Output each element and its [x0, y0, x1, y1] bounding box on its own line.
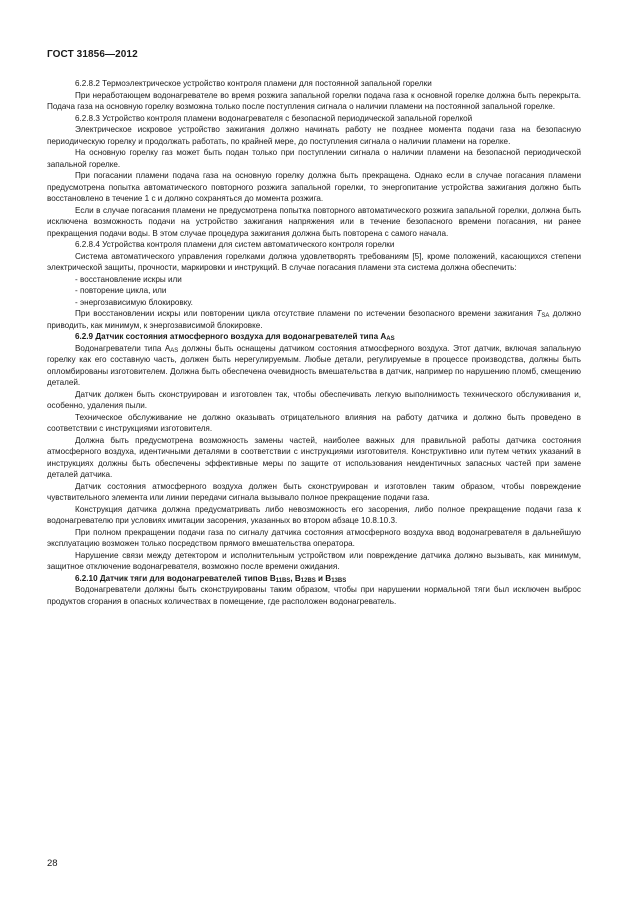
- paragraph: [47, 343, 581, 389]
- paragraph: При погасании пламени подача газа на основную горелку должна быть прекращена. Однако если в случае погасания пламени предусмотрена попытка автоматического повторного розжига запальной горелки, то энергопитание устройства зажигания должно быть восстановлено в течение 1 с и должно сохраняться до момента розжига.: [47, 171, 581, 203]
- paragraph: 6.2.8.3 Устройство контроля пламени водонагревателя с безопасной периодической запальной горелкой: [75, 113, 473, 123]
- list-item: - энергозависимую блокировку.: [75, 297, 193, 307]
- subscript: AS: [170, 347, 179, 354]
- paragraph: Должна быть предусмотрена возможность замены частей, наиболее важных для правильной работы датчика состояния атмосферного воздуха, идентичными деталями в соответствии с инструкциями изготовителя. Конструктивно или путем четких указаний в инструкциях должны быть обеспечены эффективные меры по защите от использования неидентичных запасных частей при замене деталей датчика.: [47, 435, 581, 479]
- heading-text: 6.2.9 Датчик состояния атмосферного воздуха для водонагревателей типа A: [75, 332, 387, 341]
- paragraph: Конструкция датчика должна предусматривать либо невозможность его засорения, либо полное прекращение подачи газа к водонагревателю при условиях имитации засорения, указанных во втором абзаце 10.8.10.3.: [47, 504, 581, 525]
- paragraph: 6.2.8.4 Устройства контроля пламени для систем автоматического контроля горелки: [75, 240, 395, 249]
- paragraph: Электрическое искровое устройство зажигания должно начинать работу не позднее момента подачи газа на безопасную периодическую горелку и продолжать работать, по крайней мере, до поступления сигнала о наличии пламени на горелке.: [47, 125, 581, 146]
- paragraph: Нарушение связи между детектором и исполнительным устройством или повреждение датчика должно вызывать, как минимум, защитное отключение водонагревателя, возможно после времени ожидания.: [47, 550, 581, 571]
- paragraph: Водонагреватели должны быть сконструированы таким образом, чтобы при нарушении нормальной тяги был исключен выброс продуктов сгорания в опасных количествах в помещение, где расположен водонагреватель.: [47, 585, 581, 606]
- subscript: AS: [386, 336, 395, 342]
- page-number: 28: [47, 858, 58, 869]
- paragraph: Датчик должен быть сконструирован и изготовлен так, чтобы обеспечивать легкую выполнимость технического обслуживания и, особенно, удаления пыли.: [47, 389, 581, 410]
- text-run: должны быть оснащены датчиком состояния атмосферного воздуха. Этот датчик, включая запальную горелку как его составную часть, должен быть нерегулируемым. Любые детали, регулируемые в процессе производства, должны быть опломбированы изготовителем. Должна быть обеспечена очевидность вмешательства в датчик, например по нарушению пломб, смещению деталей.: [47, 343, 581, 387]
- section-heading-6-2-10: [47, 573, 581, 585]
- paragraph: При неработающем водонагревателе во время розжига запальной горелки подача газа к основной горелке должна быть перекрыта. Подача газа на основную горелку возможна только после поступления сигнала о наличии пламени на постоянной запальной горелке.: [47, 90, 581, 111]
- paragraph: Датчик состояния атмосферного воздуха должен быть сконструирован и изготовлен таким образом, чтобы повреждение чувствительного элемента или линии передачи сигнала вызывало полное прекращение подачи газа.: [47, 481, 581, 502]
- paragraph: При полном прекращении подачи газа по сигналу датчика состояния атмосферного воздуха ввод водонагревателя в дальнейшую эксплуатацию возможен только посредством прямого вмешательства оператора.: [47, 527, 581, 548]
- text-run: При восстановлении искры или повторении цикла отсутствие пламени по истечении безопасного времени зажигания: [75, 309, 537, 318]
- standard-header: ГОСТ 31856—2012: [47, 49, 138, 60]
- paragraph: 6.2.8.2 Термоэлектрическое устройство контроля пламени для постоянной запальной горелки: [75, 79, 432, 88]
- section-heading-6-2-9: [47, 331, 581, 343]
- variable-symbol: T: [536, 309, 542, 318]
- list-item: - повторение цикла, или: [75, 286, 167, 295]
- list-item: - восстановление искры или: [75, 274, 182, 284]
- paragraph: Система автоматического управления горелками должна удовлетворять требованиям [5], кроме положений, касающихся степени электрической защиты, прочности, маркировки и инструкций. В случае погасания пламени эта система должна обеспечить:: [47, 251, 581, 272]
- paragraph: Техническое обслуживание не должно оказывать отрицательного влияния на работу датчика и должно быть проведено в соответствии с инструкциями изготовителя.: [47, 412, 581, 433]
- subscript: 11BS: [275, 577, 291, 584]
- paragraph: [47, 308, 581, 331]
- heading-text: 6.2.10 Датчик тяги для водонагревателей типов B: [75, 573, 276, 583]
- text-run: Водонагреватели типа A: [75, 343, 171, 353]
- heading-text: , B: [290, 573, 301, 583]
- subscript: 13BS: [331, 577, 347, 584]
- subscript: SA: [541, 313, 550, 319]
- text-run: должно приводить, как минимум, к энергозависимой блокировке.: [47, 309, 581, 330]
- subscript: 12BS: [300, 577, 316, 584]
- paragraph: Если в случае погасания пламени не предусмотрена попытка повторного автоматического розжига запальной горелки, должна быть исключена возможность подачи на устройство зажигания напряжения или в течение безопасного времени погасания, ни ранее прекращения подачи воды. В этом случае процедура зажигания должна быть повторена с самого начала.: [47, 205, 581, 238]
- heading-text: и B: [315, 573, 332, 583]
- paragraph: На основную горелку газ может быть подан только при поступлении сигнала о наличии пламени на безопасной периодической запальной горелке.: [47, 148, 581, 169]
- document-body: [47, 78, 581, 607]
